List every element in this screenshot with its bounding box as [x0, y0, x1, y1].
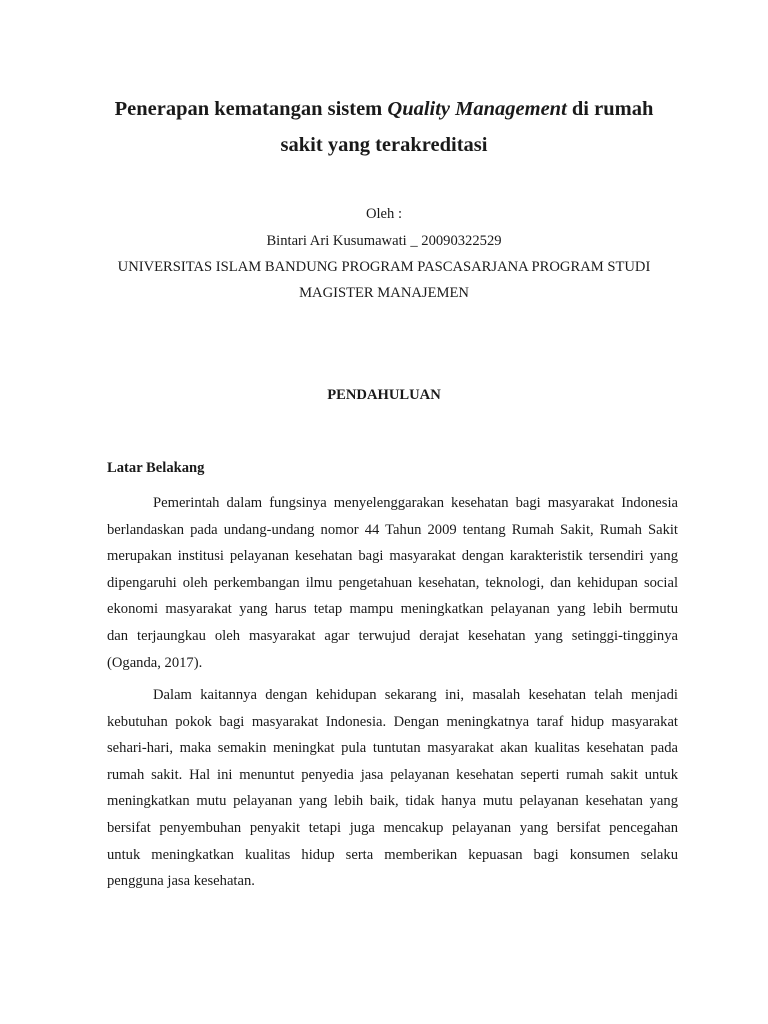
subsection-heading: Latar Belakang	[107, 460, 205, 476]
paragraph-line: dan terjaungkau oleh masyarakat agar terwujud derajat kesehatan yang setinggi-tingginya	[107, 627, 678, 644]
paragraph-line: berlandaskan pada undang-undang nomor 44 Tahun 2009 tentang Rumah Sakit, Rumah Sakit	[107, 521, 678, 538]
paragraph-line: (Oganda, 2017).	[107, 654, 203, 671]
paragraph-line: merupakan institusi pelayanan kesehatan bagi masyarakat dengan karakteristik tersendiri yang	[107, 548, 678, 565]
byline-label: Oleh :	[365, 206, 403, 222]
section-heading: PENDAHULUAN	[327, 387, 441, 403]
title-text-before: Penerapan kematangan sistem	[114, 98, 388, 120]
paragraph-line: ekonomi masyarakat yang harus tetap mampu meningkatkan pelayanan yang lebih bermutu	[107, 601, 678, 618]
author-name: Bintari Ari Kusumawati _ 20090322529	[266, 233, 502, 249]
title-text-after: di rumah	[566, 98, 654, 120]
paragraph-line: rumah sakit. Hal ini menuntut penyedia jasa pelayanan kesehatan seperti rumah sakit untuk	[107, 766, 678, 783]
paragraph-1	[107, 490, 678, 676]
paragraph-line: meningkatkan mutu pelayanan yang lebih baik, tidak hanya mutu pelayanan kesehatan yang	[107, 793, 678, 810]
paragraph-line: Dalam kaitannya dengan kehidupan sekarang ini, masalah kesehatan telah menjadi	[153, 687, 678, 703]
paragraph-line: pengguna jasa kesehatan.	[107, 873, 255, 890]
paragraph-line: untuk meningkatkan kualitas hidup serta memberikan kepuasan bagi konsumen selaku	[107, 846, 678, 863]
paragraph-line: kebutuhan pokok bagi masyarakat Indonesia. Dengan meningkatnya taraf hidup masyarakat	[107, 713, 678, 730]
title-text-italic: Quality Management	[387, 98, 567, 120]
paragraph-line: sehari-hari, maka semakin meningkat pula tuntutan masyarakat akan kualitas kesehatan pada	[107, 740, 678, 757]
document-title-line-2: sakit yang terakreditasi	[280, 134, 488, 156]
document-title-line-1	[90, 91, 678, 127]
institution-line-1: UNIVERSITAS ISLAM BANDUNG PROGRAM PASCASARJANA PROGRAM STUDI	[117, 259, 651, 275]
paragraph-line: dipengaruhi oleh perkembangan ilmu pengetahuan kesehatan, teknologi, dan kehidupan social	[107, 574, 678, 591]
institution-line-2: MAGISTER MANAJEMEN	[299, 285, 469, 301]
paragraph-line: bersifat penyembuhan penyakit tetapi juga mencakup pelayanan yang bersifat pencegahan	[107, 819, 678, 836]
paragraph-line: Pemerintah dalam fungsinya menyelenggarakan kesehatan bagi masyarakat Indonesia	[153, 495, 678, 511]
paragraph-2	[107, 682, 678, 895]
